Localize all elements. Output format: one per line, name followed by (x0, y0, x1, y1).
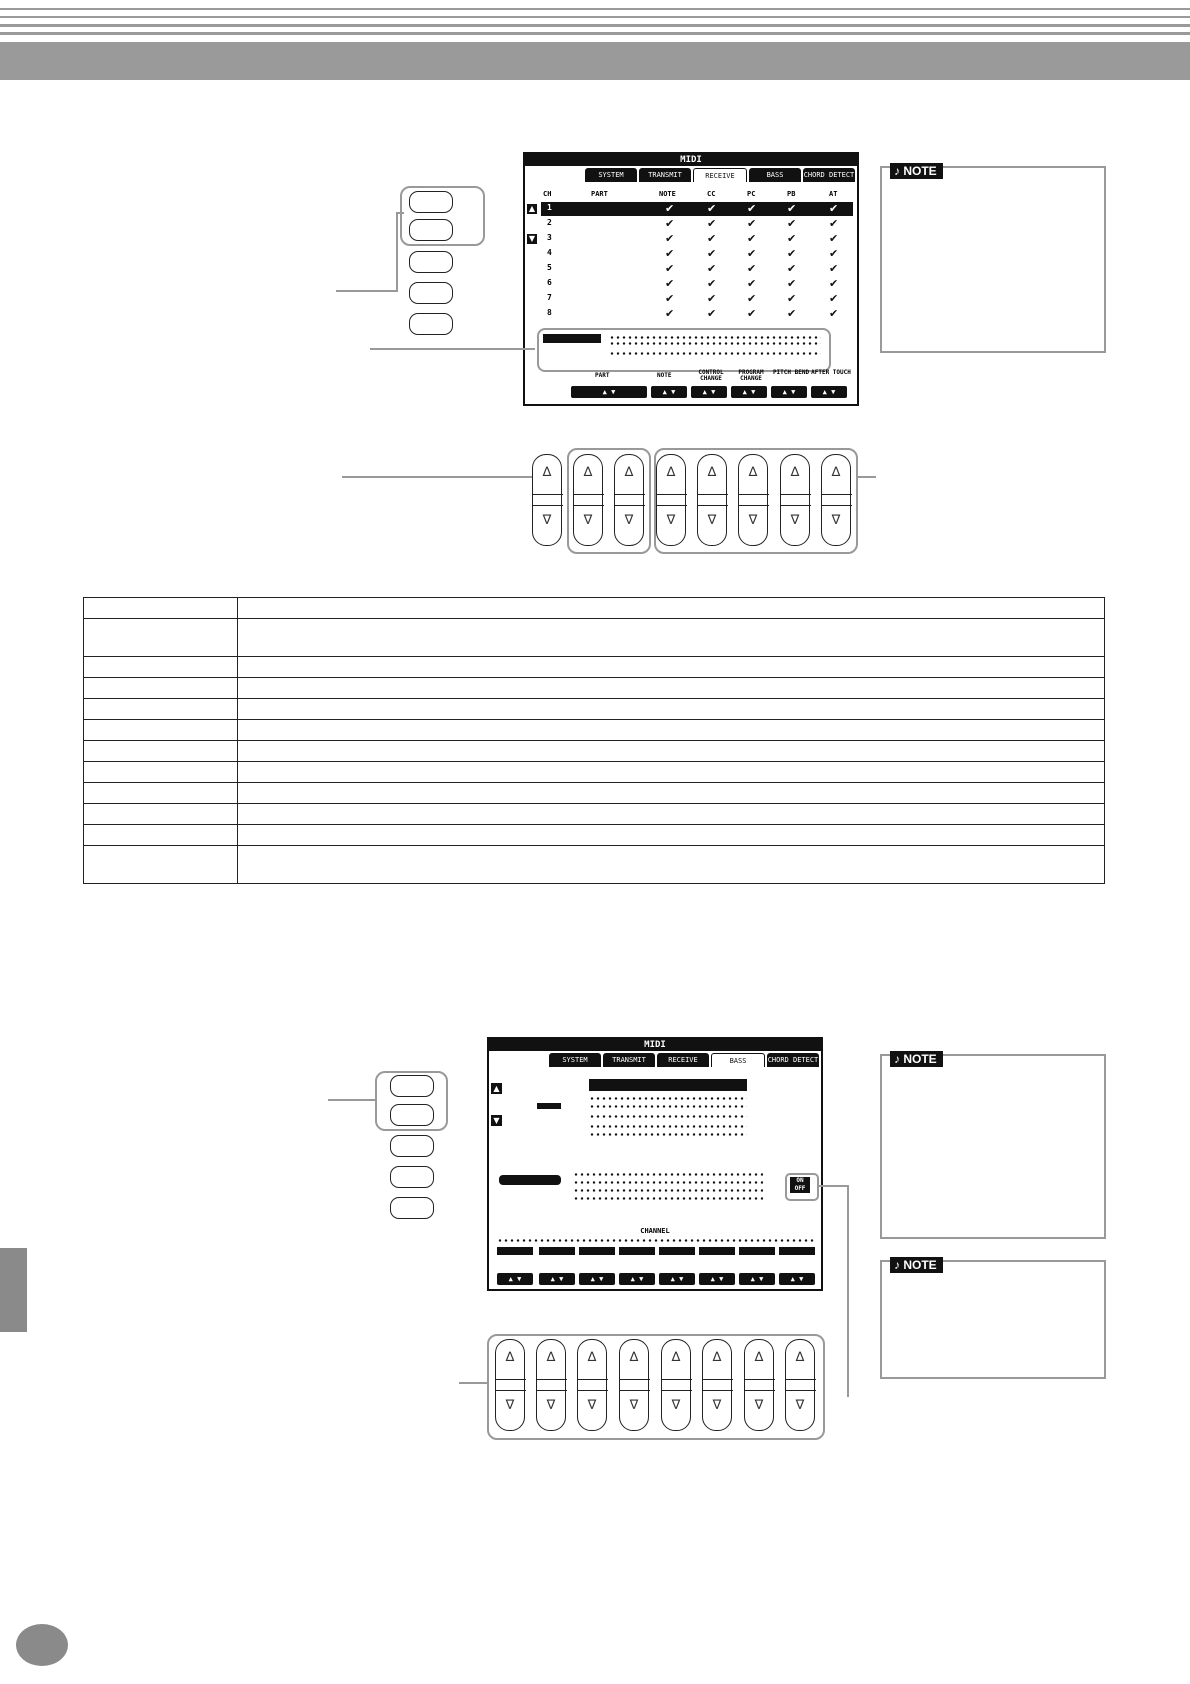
footer-label-pc: PROGRAM CHANGE (738, 369, 764, 382)
checkmark-icon[interactable]: ✔ (665, 202, 675, 215)
checkmark-icon[interactable]: ✔ (747, 292, 757, 305)
down-arrow-icon: ∇ (624, 513, 634, 528)
info-dots (573, 1173, 763, 1176)
screen-title: MIDI (525, 154, 857, 166)
callout-line (342, 476, 532, 478)
info-dots (573, 1181, 763, 1184)
midi-receive-screen (523, 152, 859, 406)
tab-system[interactable]: SYSTEM (549, 1053, 601, 1067)
list-item[interactable] (525, 217, 857, 231)
channel-6-button[interactable]: ▲ ▼ (699, 1273, 735, 1285)
checkmark-icon[interactable]: ✔ (829, 232, 839, 245)
checkmark-icon[interactable]: ✔ (747, 232, 757, 245)
table-cell (84, 678, 238, 699)
side-button-b[interactable] (390, 1104, 434, 1126)
checkmark-icon[interactable]: ✔ (747, 202, 757, 215)
channel-grid-dots (589, 1133, 747, 1136)
footer-label-part: PART (595, 372, 610, 379)
note-box (880, 1260, 1106, 1379)
callout-line (370, 348, 535, 350)
table-cell (238, 783, 1105, 804)
pc-toggle-button[interactable]: ▲ ▼ (731, 386, 767, 398)
tab-transmit[interactable]: TRANSMIT (603, 1053, 655, 1067)
table-cell (84, 804, 238, 825)
page-number-badge (16, 1624, 68, 1666)
up-arrow-icon: ∆ (546, 1350, 556, 1365)
footer-label-at: AFTER TOUCH (811, 369, 851, 376)
note-badge: ♪ NOTE (890, 1257, 943, 1273)
tab-bass[interactable]: BASS (749, 168, 801, 182)
table-row (84, 699, 1105, 720)
table-cell (84, 699, 238, 720)
channel-5-button[interactable]: ▲ ▼ (659, 1273, 695, 1285)
up-arrow-icon: ∆ (505, 1350, 515, 1365)
side-button-c[interactable] (390, 1135, 434, 1157)
table-cell (84, 846, 238, 884)
checkmark-icon[interactable]: ✔ (665, 262, 675, 275)
table-cell (84, 783, 238, 804)
table-row (84, 804, 1105, 825)
checkmark-icon[interactable]: ✔ (707, 247, 717, 260)
checkmark-icon[interactable]: ✔ (707, 262, 717, 275)
slider-button-7[interactable] (780, 454, 810, 546)
switch-label: ON OFF (794, 1177, 806, 1192)
footer-label-note: NOTE (657, 372, 672, 379)
value-indicator (659, 1247, 695, 1255)
at-toggle-button[interactable]: ▲ ▼ (811, 386, 847, 398)
checkmark-icon[interactable]: ✔ (747, 262, 757, 275)
callout-line (459, 1382, 487, 1384)
info-label (499, 1175, 561, 1185)
note-label: NOTE (903, 164, 937, 178)
callout-line (396, 212, 398, 292)
checkmark-icon[interactable]: ✔ (747, 307, 757, 320)
table-cell (238, 846, 1105, 884)
channel-grid-header (589, 1079, 747, 1091)
midi-bass-screen (487, 1037, 823, 1291)
table-cell (238, 678, 1105, 699)
channel-2-button[interactable]: ▲ ▼ (539, 1273, 575, 1285)
checkmark-icon[interactable]: ✔ (707, 307, 717, 320)
channel-label: CHANNEL (640, 1227, 670, 1235)
side-button-b[interactable] (409, 219, 453, 241)
note-label: NOTE (903, 1258, 937, 1272)
table-cell (238, 804, 1105, 825)
row-channel: 3 (547, 233, 552, 242)
screen-tabs (585, 168, 857, 182)
footer-labels (525, 370, 857, 380)
note-box (880, 166, 1106, 353)
value-indicator (579, 1247, 615, 1255)
col-part: PART (591, 190, 608, 198)
table-cell (238, 657, 1105, 678)
row-channel: 4 (547, 248, 552, 257)
list-item[interactable] (525, 277, 857, 291)
checkmark-icon[interactable]: ✔ (787, 247, 797, 260)
slider-button-1[interactable] (532, 454, 562, 546)
table-cell (84, 825, 238, 846)
checkmark-icon[interactable]: ✔ (829, 292, 839, 305)
table-row (84, 678, 1105, 699)
up-arrow-icon: ∆ (707, 465, 717, 480)
info-dots (609, 352, 821, 355)
callout-line (819, 1185, 849, 1187)
info-dots (609, 342, 821, 345)
checkmark-icon[interactable]: ✔ (787, 277, 797, 290)
up-arrow-icon: ∆ (671, 1350, 681, 1365)
side-button-e[interactable] (390, 1197, 434, 1219)
checkmark-icon[interactable]: ✔ (787, 292, 797, 305)
down-arrow-icon: ∇ (790, 513, 800, 528)
callout-line (396, 212, 404, 214)
table-row (84, 762, 1105, 783)
table-row (84, 720, 1105, 741)
row-channel: 5 (547, 263, 552, 272)
table-row (84, 741, 1105, 762)
callout-line (328, 1099, 377, 1101)
col-note: NOTE (659, 190, 676, 198)
table-cell (238, 825, 1105, 846)
checkmark-icon[interactable]: ✔ (787, 202, 797, 215)
value-indicator (739, 1247, 775, 1255)
channel-7-button[interactable]: ▲ ▼ (739, 1273, 775, 1285)
header-stripe (0, 32, 1190, 35)
checkmark-icon[interactable]: ✔ (829, 277, 839, 290)
checkmark-icon[interactable]: ✔ (665, 277, 675, 290)
channel-3-button[interactable]: ▲ ▼ (579, 1273, 615, 1285)
checkmark-icon[interactable]: ✔ (707, 277, 717, 290)
value-indicator (779, 1247, 815, 1255)
slider-button-7[interactable] (744, 1339, 774, 1431)
table-row (84, 657, 1105, 678)
slider-button-6[interactable] (702, 1339, 732, 1431)
row-channel: 7 (547, 293, 552, 302)
value-indicator (539, 1247, 575, 1255)
tab-receive[interactable]: RECEIVE (657, 1053, 709, 1067)
scroll-up-icon[interactable]: ▲ (491, 1083, 502, 1094)
table-cell (84, 619, 238, 657)
slider-button-5[interactable] (697, 454, 727, 546)
scroll-down-icon[interactable]: ▼ (491, 1115, 502, 1126)
on-off-switch[interactable] (790, 1177, 810, 1193)
info-label (543, 334, 601, 343)
down-arrow-icon: ∇ (583, 513, 593, 528)
checkmark-icon[interactable]: ✔ (747, 247, 757, 260)
checkmark-icon[interactable]: ✔ (787, 232, 797, 245)
down-arrow-icon: ∇ (748, 513, 758, 528)
checkmark-icon[interactable]: ✔ (665, 247, 675, 260)
note-box (880, 1054, 1106, 1239)
up-arrow-icon: ∆ (666, 465, 676, 480)
col-ch: CH (543, 190, 552, 198)
table-row (84, 846, 1105, 884)
tab-transmit[interactable]: TRANSMIT (639, 168, 691, 182)
up-arrow-icon: ∆ (587, 1350, 597, 1365)
table-cell (238, 762, 1105, 783)
slider-button-4[interactable] (656, 454, 686, 546)
table-cell (84, 720, 238, 741)
info-dots (573, 1197, 763, 1200)
part-select-button[interactable]: ▲ ▼ (571, 386, 647, 398)
slider-button-5[interactable] (661, 1339, 691, 1431)
tab-chord-detect[interactable]: CHORD DETECT (803, 168, 855, 182)
up-arrow-icon: ∆ (831, 465, 841, 480)
checkmark-icon[interactable]: ✔ (707, 292, 717, 305)
table-cell (238, 619, 1105, 657)
row-channel: 1 (547, 203, 552, 212)
down-arrow-icon: ∇ (712, 1398, 722, 1413)
parameter-table (83, 597, 1105, 884)
channel-grid-dots (589, 1097, 747, 1100)
screen-tabs (549, 1053, 821, 1067)
cc-toggle-button[interactable]: ▲ ▼ (691, 386, 727, 398)
up-arrow-icon: ∆ (583, 465, 593, 480)
slider-button-1[interactable] (495, 1339, 525, 1431)
list-item[interactable] (525, 247, 857, 261)
header-stripe (0, 8, 1190, 10)
down-arrow-icon: ∇ (587, 1398, 597, 1413)
side-button-d[interactable] (390, 1166, 434, 1188)
side-button-e[interactable] (409, 313, 453, 335)
info-dots (609, 336, 821, 339)
down-arrow-icon: ∇ (542, 513, 552, 528)
up-arrow-icon: ∆ (542, 465, 552, 480)
slider-button-2[interactable] (536, 1339, 566, 1431)
down-arrow-icon: ∇ (831, 513, 841, 528)
channel-1-button[interactable]: ▲ ▼ (497, 1273, 533, 1285)
table-cell (238, 741, 1105, 762)
note-label: NOTE (903, 1052, 937, 1066)
table-row (84, 598, 1105, 619)
column-headers (525, 190, 857, 200)
list-item[interactable] (525, 307, 857, 321)
list-item[interactable] (525, 202, 857, 216)
footer-label-pb: PITCH BEND (772, 369, 810, 376)
tab-bass[interactable]: BASS (711, 1053, 765, 1067)
down-arrow-icon: ∇ (707, 513, 717, 528)
checkmark-icon[interactable]: ✔ (829, 262, 839, 275)
note-badge: ♪ NOTE (890, 1051, 943, 1067)
col-pc: PC (747, 190, 756, 198)
checkmark-icon[interactable]: ✔ (665, 232, 675, 245)
tab-receive[interactable]: RECEIVE (693, 168, 747, 182)
checkmark-icon[interactable]: ✔ (665, 307, 675, 320)
col-at: AT (829, 190, 838, 198)
slider-button-2[interactable] (573, 454, 603, 546)
list-item[interactable] (525, 232, 857, 246)
header-stripe (0, 16, 1190, 18)
channel-grid-dots (589, 1115, 747, 1118)
up-arrow-icon: ∆ (624, 465, 634, 480)
up-arrow-icon: ∆ (712, 1350, 722, 1365)
col-pb: PB (787, 190, 796, 198)
up-arrow-icon: ∆ (795, 1350, 805, 1365)
col-cc: CC (707, 190, 716, 198)
up-arrow-icon: ∆ (748, 465, 758, 480)
checkmark-icon[interactable]: ✔ (787, 307, 797, 320)
checkmark-icon[interactable]: ✔ (829, 217, 839, 230)
header-band (0, 42, 1190, 80)
checkmark-icon[interactable]: ✔ (829, 307, 839, 320)
table-cell (84, 598, 238, 619)
scroll-down-icon[interactable]: ▼ (528, 234, 536, 243)
up-arrow-icon: ∆ (754, 1350, 764, 1365)
channel-number-dots (497, 1239, 815, 1242)
table-row (84, 783, 1105, 804)
down-arrow-icon: ∇ (505, 1398, 515, 1413)
checkmark-icon[interactable]: ✔ (707, 232, 717, 245)
checkmark-icon[interactable]: ✔ (665, 217, 675, 230)
table-row (84, 619, 1105, 657)
tab-system[interactable]: SYSTEM (585, 168, 637, 182)
pb-toggle-button[interactable]: ▲ ▼ (771, 386, 807, 398)
table-cell (238, 598, 1105, 619)
info-box (537, 328, 831, 372)
footer-label-cc: CONTROL CHANGE (698, 369, 724, 382)
value-indicator (619, 1247, 655, 1255)
part-label (537, 1103, 561, 1109)
checkmark-icon[interactable]: ✔ (787, 217, 797, 230)
down-arrow-icon: ∇ (671, 1398, 681, 1413)
callout-line (856, 476, 876, 478)
checkmark-icon[interactable]: ✔ (829, 202, 839, 215)
checkmark-icon[interactable]: ✔ (829, 247, 839, 260)
table-cell (84, 762, 238, 783)
table-cell (238, 699, 1105, 720)
down-arrow-icon: ∇ (795, 1398, 805, 1413)
slider-button-3[interactable] (614, 454, 644, 546)
screen-title: MIDI (489, 1039, 821, 1051)
checkmark-icon[interactable]: ✔ (747, 277, 757, 290)
side-button-c[interactable] (409, 251, 453, 273)
checkmark-icon[interactable]: ✔ (707, 202, 717, 215)
slider-button-8[interactable] (785, 1339, 815, 1431)
list-item[interactable] (525, 262, 857, 276)
checkmark-icon[interactable]: ✔ (707, 217, 717, 230)
down-arrow-icon: ∇ (546, 1398, 556, 1413)
row-channel: 6 (547, 278, 552, 287)
checkmark-icon[interactable]: ✔ (747, 217, 757, 230)
slider-button-4[interactable] (619, 1339, 649, 1431)
down-arrow-icon: ∇ (666, 513, 676, 528)
chapter-side-tab (0, 1248, 27, 1332)
slider-button-6[interactable] (738, 454, 768, 546)
scroll-up-icon[interactable]: ▲ (528, 204, 536, 213)
table-cell (84, 741, 238, 762)
callout-line (847, 1185, 849, 1397)
channel-grid-dots (589, 1105, 747, 1108)
note-toggle-button[interactable]: ▲ ▼ (651, 386, 687, 398)
checkmark-icon[interactable]: ✔ (665, 292, 675, 305)
info-dots (573, 1189, 763, 1192)
checkmark-icon[interactable]: ✔ (787, 262, 797, 275)
value-indicator (497, 1247, 533, 1255)
side-button-a[interactable] (390, 1075, 434, 1097)
row-channel: 2 (547, 218, 552, 227)
down-arrow-icon: ∇ (629, 1398, 639, 1413)
note-badge: ♪ NOTE (890, 163, 943, 179)
list-item[interactable] (525, 292, 857, 306)
channel-8-button[interactable]: ▲ ▼ (779, 1273, 815, 1285)
table-cell (84, 657, 238, 678)
slider-button-3[interactable] (577, 1339, 607, 1431)
up-arrow-icon: ∆ (790, 465, 800, 480)
table-cell (238, 720, 1105, 741)
up-arrow-icon: ∆ (629, 1350, 639, 1365)
down-arrow-icon: ∇ (754, 1398, 764, 1413)
callout-line (336, 290, 398, 292)
tab-chord-detect[interactable]: CHORD DETECT (767, 1053, 819, 1067)
row-channel: 8 (547, 308, 552, 317)
side-button-a[interactable] (409, 191, 453, 213)
side-button-d[interactable] (409, 282, 453, 304)
value-indicator (699, 1247, 735, 1255)
slider-button-8[interactable] (821, 454, 851, 546)
table-row (84, 825, 1105, 846)
channel-grid-dots (589, 1125, 747, 1128)
header-stripe (0, 24, 1190, 27)
channel-4-button[interactable]: ▲ ▼ (619, 1273, 655, 1285)
